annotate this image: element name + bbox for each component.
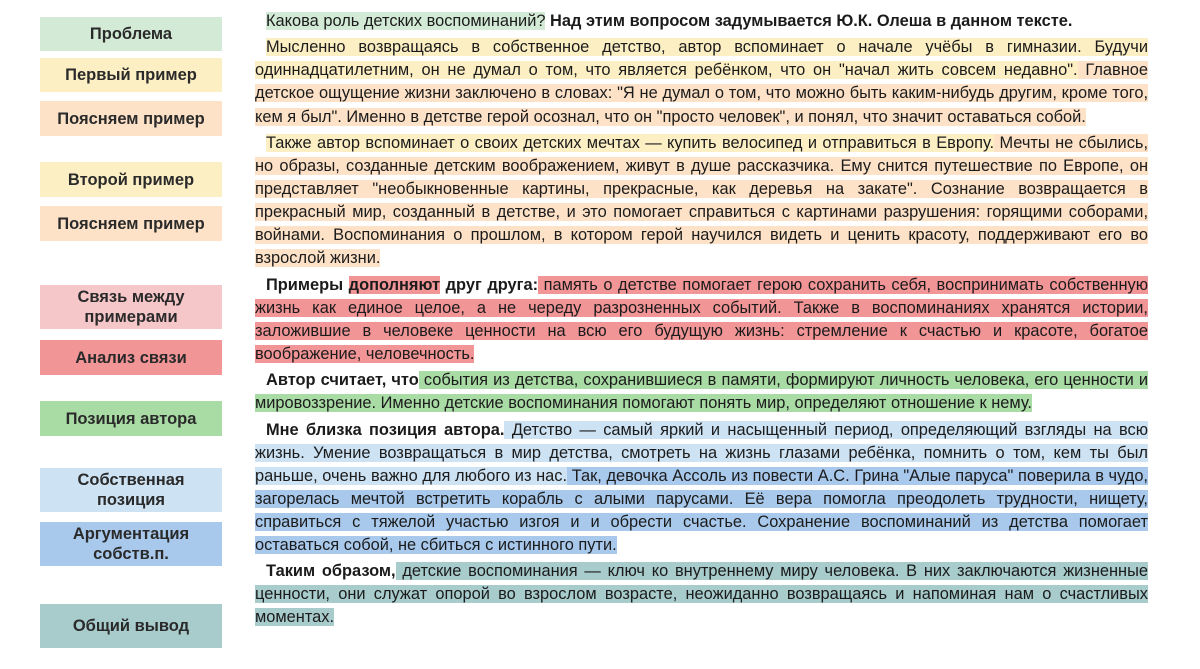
label-own-position: Собственная позиция xyxy=(40,468,222,512)
label-second-example: Второй пример xyxy=(40,162,222,197)
conclusion-lead: Таким образом, xyxy=(266,562,396,581)
second-explanation-text: Мечты не сбылись, но образы, созданные детским воображением, живут в душе рассказчика. Ему снится путешествие по Европе, он представляет "необыкновенные картины, прекрасные, как деревья на закате". Сознание возвращается в прекрасный мир, созданный в детстве, и это помогает справиться с картинами разрушения: горящими соборами, войнами. Воспоминания о прошлом, в котором герой научился видеть и ценить красоту, поддерживают его во взрослой жизни. xyxy=(255,133,1148,268)
label-own-argumentation: Аргументация собств.п. xyxy=(40,522,222,566)
label-link-analysis: Анализ связи xyxy=(40,340,222,375)
paragraph-own-position xyxy=(255,419,1148,558)
second-example-text: Также автор вспоминает о своих детских мечтах — купить велосипед и отправиться в Европу. xyxy=(266,133,995,152)
first-explanation-text: Главное детское ощущение жизни заключено в словах: "Я не думал о том, что можно быть каким-нибудь другим, кроме того, кем я был". Именно в детстве герой осознал, что он "просто человек", и понял, что значит оставаться собой. xyxy=(255,61,1148,126)
essay-text xyxy=(255,10,1148,633)
paragraph-link xyxy=(255,274,1148,366)
link-lead-1: Примеры xyxy=(266,275,349,294)
label-first-example: Первый пример xyxy=(40,58,222,92)
link-analysis-text: память о детстве помогает герою сохранить себя, воспринимать собственную жизнь как единое целое, а не череду разрозненных событий. Также в воспоминаниях хранятся истории, заложившие в человеке ценности на всю его будущую жизнь: стремление к счастью и красоте, богатое воображение, человечность. xyxy=(255,275,1148,363)
conclusion-text: детские воспоминания — ключ ко внутреннему миру человека. В них заключаются жизненные ценности, они служат опорой во взрослом возрасте, неожиданно возвращаясь и напоминая нам о счастливых моментах. xyxy=(255,562,1148,627)
link-keyword: дополняют xyxy=(348,275,441,294)
first-example-text: Мысленно возвращаясь в собственное детство, автор вспоминает о начале учёбы в гимназии. Будучи одиннадцатилетним, он не думал о том, что является ребёнком, что он "начал жить совсем недавно". xyxy=(255,38,1148,80)
paragraph-first-example xyxy=(255,36,1148,128)
author-position-text: события из детства, сохранившиеся в памяти, формируют личность человека, его ценности и мировоззрение. Именно детские воспоминания помогают понять мир, определяют отношение к нему. xyxy=(255,371,1148,413)
paragraph-author-position xyxy=(255,369,1148,415)
own-position-text: Детство — самый яркий и насыщенный период, определяющий взгляды на всю жизнь. Умение возвращаться в мир детства, смотреть на жизнь глазами ребёнка, помнить о том, кем ты был раньше, очень важно для любого из нас. xyxy=(255,420,1148,485)
label-explain-second: Поясняем пример xyxy=(40,206,222,241)
link-lead-2: друг друга: xyxy=(440,275,539,294)
paragraph-conclusion xyxy=(255,560,1148,629)
own-position-lead: Мне близка позиция автора. xyxy=(266,420,505,439)
label-author-position: Позиция автора xyxy=(40,401,222,436)
own-argument-text: Так, девочка Ассоль из повести А.С. Грина "Алые паруса" поверила в чудо, загорелась мечтой встретить корабль с алыми парусами. Её вера помогла преодолеть трудности, нищету, справиться с тяжелой участью изгоя и и обрести счастье. Сохранение воспоминаний из детства помогает оставаться собой, не сбиться с истинного пути. xyxy=(255,466,1148,554)
problem-text: Какова роль детских воспоминаний? xyxy=(266,12,546,30)
label-conclusion: Общий вывод xyxy=(40,604,222,648)
paragraph-second-example xyxy=(255,132,1148,271)
paragraph-problem xyxy=(255,10,1148,33)
label-problem: Проблема xyxy=(40,17,222,51)
label-link-between-examples: Связь между примерами xyxy=(40,285,222,329)
author-position-lead: Автор считает, что xyxy=(266,371,419,390)
problem-author-line: Над этим вопросом задумывается Ю.К. Олеша в данном тексте. xyxy=(545,12,1073,30)
label-explain-first: Поясняем пример xyxy=(40,101,222,136)
